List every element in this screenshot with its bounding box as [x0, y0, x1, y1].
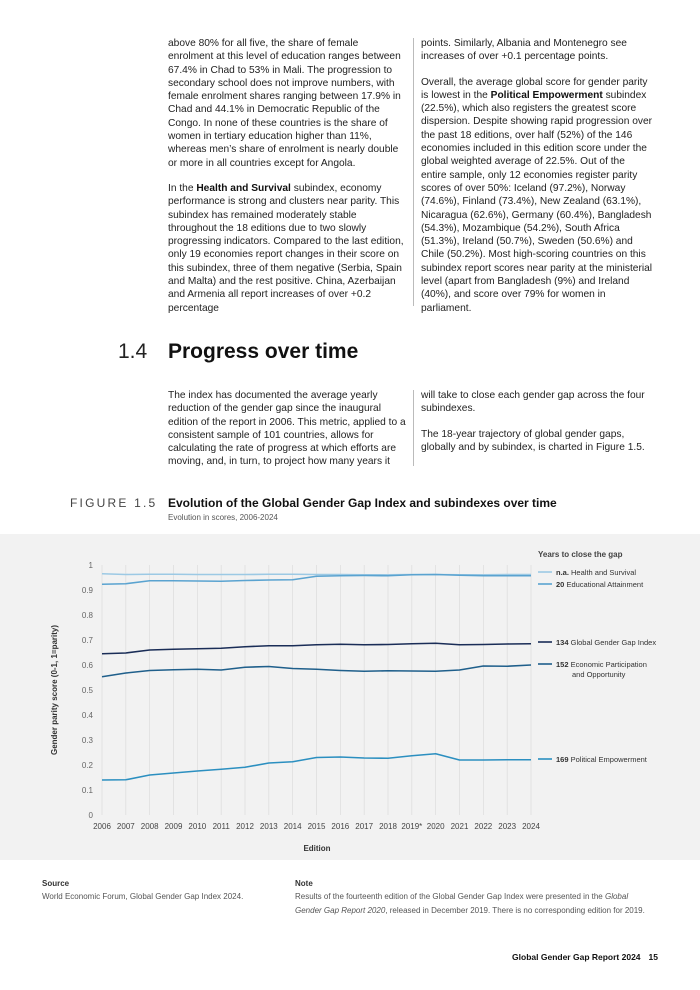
note-text: Results of the fourteenth edition of the Global Gender Gap Index were presented in the Global Gender Gap Report 2020, released in December 2019. There is no corresponding edition for 2019.: [295, 892, 645, 915]
x-tick-label: 2009: [164, 822, 183, 831]
x-tick-label: 2019*: [401, 822, 423, 831]
x-tick-label: 2011: [212, 822, 230, 831]
y-tick-label: 0.7: [81, 636, 93, 645]
y-tick-label: 0.3: [81, 736, 93, 745]
x-tick-label: 2020: [426, 822, 445, 831]
column-divider: [413, 390, 414, 466]
section-column-left: [168, 389, 406, 481]
paragraph: above 80% for all five, the share of female enrolment at this level of education ranges between 67.4% in Chad to 53% in Mali. The progression to secondary school does not improve numbers, with female enrolment shares ranging between 17.9% in Chad and 44.1% in Democratic Republic of the Congo. In none of these countries is the share of women in tertiary education higher than 11%, whereas men’s share of enrolment is nearly double or more in all countries except for Angola.: [168, 38, 401, 169]
legend-years: 20: [556, 580, 567, 589]
paragraph: In the Health and Survival subindex, economy performance is strong and clusters near parity. This subindex has remained moderately stable throughout the 18 editions due to two slowly progressing indicators. Compared to the last edition, only 19 economies report changes in their score on this subindex, three of them negative (Serbia, Spain and Malta) and the rest positive. China, Azerbaijan and Armenia all report increases of over +0.2 percentage: [168, 182, 404, 314]
x-tick-label: 2024: [522, 822, 540, 831]
x-tick-label: 2021: [450, 822, 469, 831]
legend-title: Years to close the gap: [538, 550, 623, 559]
section-title: Progress over time: [168, 340, 359, 363]
x-tick-label: 2012: [236, 822, 254, 831]
y-tick-label: 0.2: [81, 761, 93, 770]
line-chart: [0, 534, 700, 860]
x-tick-label: 2016: [331, 822, 350, 831]
source-heading: Source: [42, 879, 70, 888]
legend-label: Educational Attainment: [566, 580, 644, 589]
legend-entry: [556, 568, 636, 577]
x-tick-label: 2014: [283, 822, 302, 831]
paragraph: The index has documented the average yearly reduction of the gender gap since the inaugural edition of the report in 2006. This metric, applied to a consistent sample of 101 countries, allows for calculating the rate of progress at which efforts are moving, and, in turn, to project how many years it: [168, 390, 406, 468]
figure-title: Evolution of the Global Gender Gap Index and subindexes over time: [168, 496, 557, 510]
footer-title: Global Gender Gap Report 2024: [512, 952, 641, 962]
bold-term: Political Empowerment: [490, 89, 603, 101]
body-column-right: [421, 37, 653, 327]
y-tick-label: 1: [88, 561, 93, 570]
legend-years: n.a.: [556, 568, 572, 577]
note-heading: Note: [295, 879, 313, 888]
column-divider: [413, 38, 414, 306]
x-tick-label: 2013: [259, 822, 278, 831]
y-tick-label: 0.6: [81, 661, 93, 670]
y-tick-label: 0.1: [81, 786, 93, 795]
body-column-left: [168, 37, 406, 327]
y-tick-label: 0.4: [81, 711, 93, 720]
x-tick-label: 2015: [307, 822, 326, 831]
paragraph: points. Similarly, Albania and Montenegro see increases of over +0.1 percentage points.: [421, 38, 627, 63]
source-text: World Economic Forum, Global Gender Gap Index 2024.: [42, 892, 244, 901]
section-number: 1.4: [118, 340, 148, 363]
x-tick-label: 2018: [379, 822, 397, 831]
y-tick-label: 0.5: [81, 686, 93, 695]
page-number: 15: [648, 952, 658, 962]
section-column-right: [421, 389, 653, 466]
legend-years: 152: [556, 660, 571, 669]
legend-label: Economic Participation: [570, 660, 647, 669]
page-footer: [504, 952, 658, 962]
legend-label: Political Empowerment: [570, 755, 647, 764]
legend-entry: [556, 580, 644, 589]
x-tick-label: 2006: [93, 822, 111, 831]
x-tick-label: 2007: [116, 822, 135, 831]
legend-label: and Opportunity: [572, 670, 626, 679]
report-title: Global Gender Gap Report 2020: [295, 892, 629, 915]
paragraph: Overall, the average global score for gender parity is lowest in the Political Empowerment subindex (22.5%), which also registers the greatest score dispersion. Despite showing rapid progression over the past 18 editions, over half (52%) of the 146 economies included in this edition score under the global weighted average of 22.5%. Out of the entire sample, only 12 economies register parity scores of over 50%: Iceland (97.2%), Norway (74.6%), Finland (73.4%), New Zealand (63.1%), Nicaragua (62.6%), Germany (60.4%), Bangladesh (54.3%), Mozambique (54.2%), South Africa (51.3%), Ireland (50.7%), Sweden (50.6%) and Chile (50.2%). Most high-scoring countries on this subindex report scores near parity at the ministerial level (apart from Bangladesh (9%) and Ireland (40%), and score over 79% for women in parliament.: [421, 76, 653, 314]
x-tick-label: 2017: [355, 822, 374, 831]
legend-years: 169: [556, 755, 571, 764]
bold-term: Health and Survival: [196, 182, 291, 194]
figure-label: FIGURE 1.5: [70, 496, 158, 510]
x-tick-label: 2008: [140, 822, 159, 831]
legend-label: Health and Survival: [571, 568, 637, 577]
y-tick-label: 0.9: [81, 586, 93, 595]
paragraph: The 18-year trajectory of global gender gaps, globally and by subindex, is charted in Figure 1.5.: [421, 428, 645, 453]
legend-label: Global Gender Gap Index: [570, 638, 657, 647]
x-tick-label: 2010: [188, 822, 207, 831]
paragraph: will take to close each gender gap across the four subindexes.: [421, 390, 645, 415]
x-tick-label: 2022: [474, 822, 493, 831]
legend-entry: [556, 755, 648, 764]
x-axis-title: Edition: [303, 844, 331, 853]
y-axis-title: Gender parity score (0-1, 1=parity): [50, 624, 59, 756]
y-tick-label: 0: [88, 811, 93, 820]
y-tick-label: 0.8: [81, 611, 93, 620]
figure-subtitle: Evolution in scores, 2006-2024: [168, 513, 278, 522]
legend-entry: [556, 638, 656, 647]
legend-entry: [556, 660, 647, 679]
legend-years: 134: [556, 638, 571, 647]
x-tick-label: 2023: [498, 822, 517, 831]
